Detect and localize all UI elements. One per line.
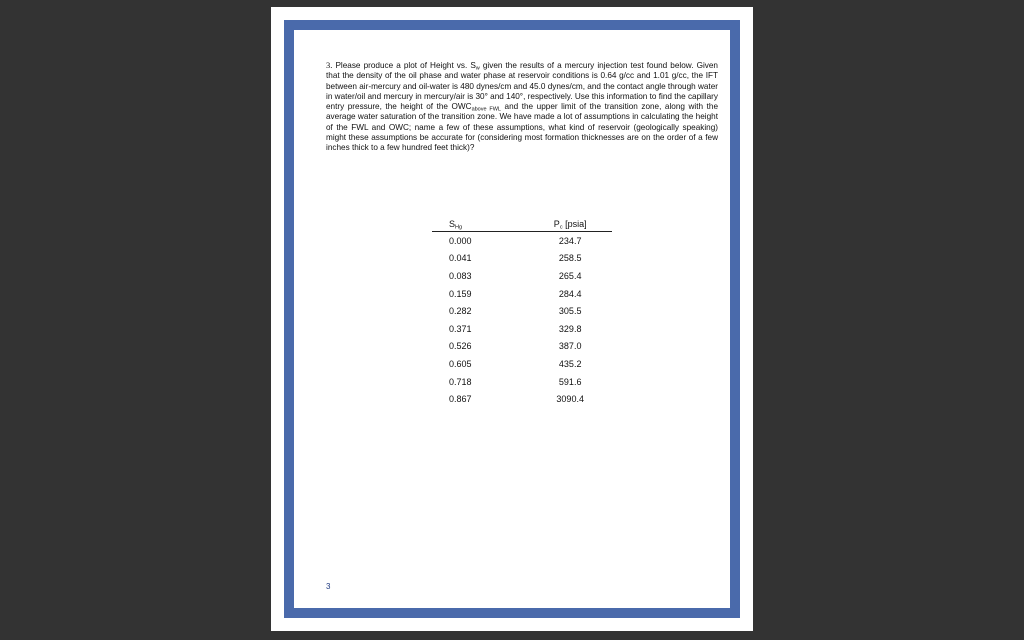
shg-cell: 0.371 [449,323,472,334]
question-text [326,60,718,154]
table-row [432,302,612,320]
header-shg: $S_{Hg}$ [432,218,516,232]
pc-cell: 3090.4 [556,394,584,405]
shg-cell: 0.718 [449,376,472,387]
shg-cell: 0.605 [449,358,472,369]
shg-cell: 0.000 [449,235,472,246]
pc-cell: 305.5 [558,306,582,317]
table-row [432,373,612,391]
owc-subscript: above FWL [471,106,501,113]
table-body [432,232,612,408]
page-border-frame [284,20,740,618]
pc-cell: 284.4 [558,288,582,299]
table-row [432,390,612,408]
table-row [432,285,612,303]
pc-cell: 329.8 [558,323,582,334]
pc-cell: 234.7 [558,235,582,246]
question-part-2: given the results of a mercury injection test found below. Given that the density of the oil phase and water phase at reservoir conditions is 0.64 g/cc and 1.01 g/cc, the IFT between air-mercury and oil-water is 480 dynes/cm and 45.0 dynes/cm, and the contact angle through water in water/oil and mercury in mercury/air is 30° and 140°, respectively. Use this information to find the capillary entry pressure, the height of the OWC [326,61,718,112]
mercury-injection-table [432,218,612,408]
pc-cell: 591.6 [558,376,582,387]
table-header-row [432,218,612,232]
pc-cell: 258.5 [558,253,582,264]
table-row [432,320,612,338]
pc-cell: 435.2 [558,358,582,369]
header-pc: $P_c$ [psia] [516,218,612,232]
shg-cell: 0.867 [449,394,472,405]
shg-cell: 0.526 [449,341,472,352]
shg-cell: 0.159 [449,288,472,299]
shg-cell: 0.041 [449,253,472,264]
question-part-3: and the upper limit of the transition zone, along with the average water saturation of the transition zone. We have made a lot of assumptions in calculating the height of the FWL and OWC; name a few of these assumptions, what kind of reservoir (geologically speaking) might these assumptions be accurate for (considering most formation thicknesses are on the order of a few inches thick to a few hundred feet thick)? [326,102,719,153]
table-row [432,355,612,373]
pc-cell: 265.4 [558,270,582,281]
pc-cell: 387.0 [558,341,582,352]
table-row [432,232,612,250]
table-row [432,267,612,285]
sw-subscript: w [475,65,480,72]
table-row [432,338,612,356]
table-row [432,250,612,268]
question-part-1: Please produce a plot of Height vs. S [332,61,476,70]
shg-cell: 0.083 [449,270,472,281]
shg-cell: 0.282 [449,306,472,317]
document-page [271,7,753,631]
page-number: 3 [326,582,331,591]
question-number: 3. [326,60,333,70]
